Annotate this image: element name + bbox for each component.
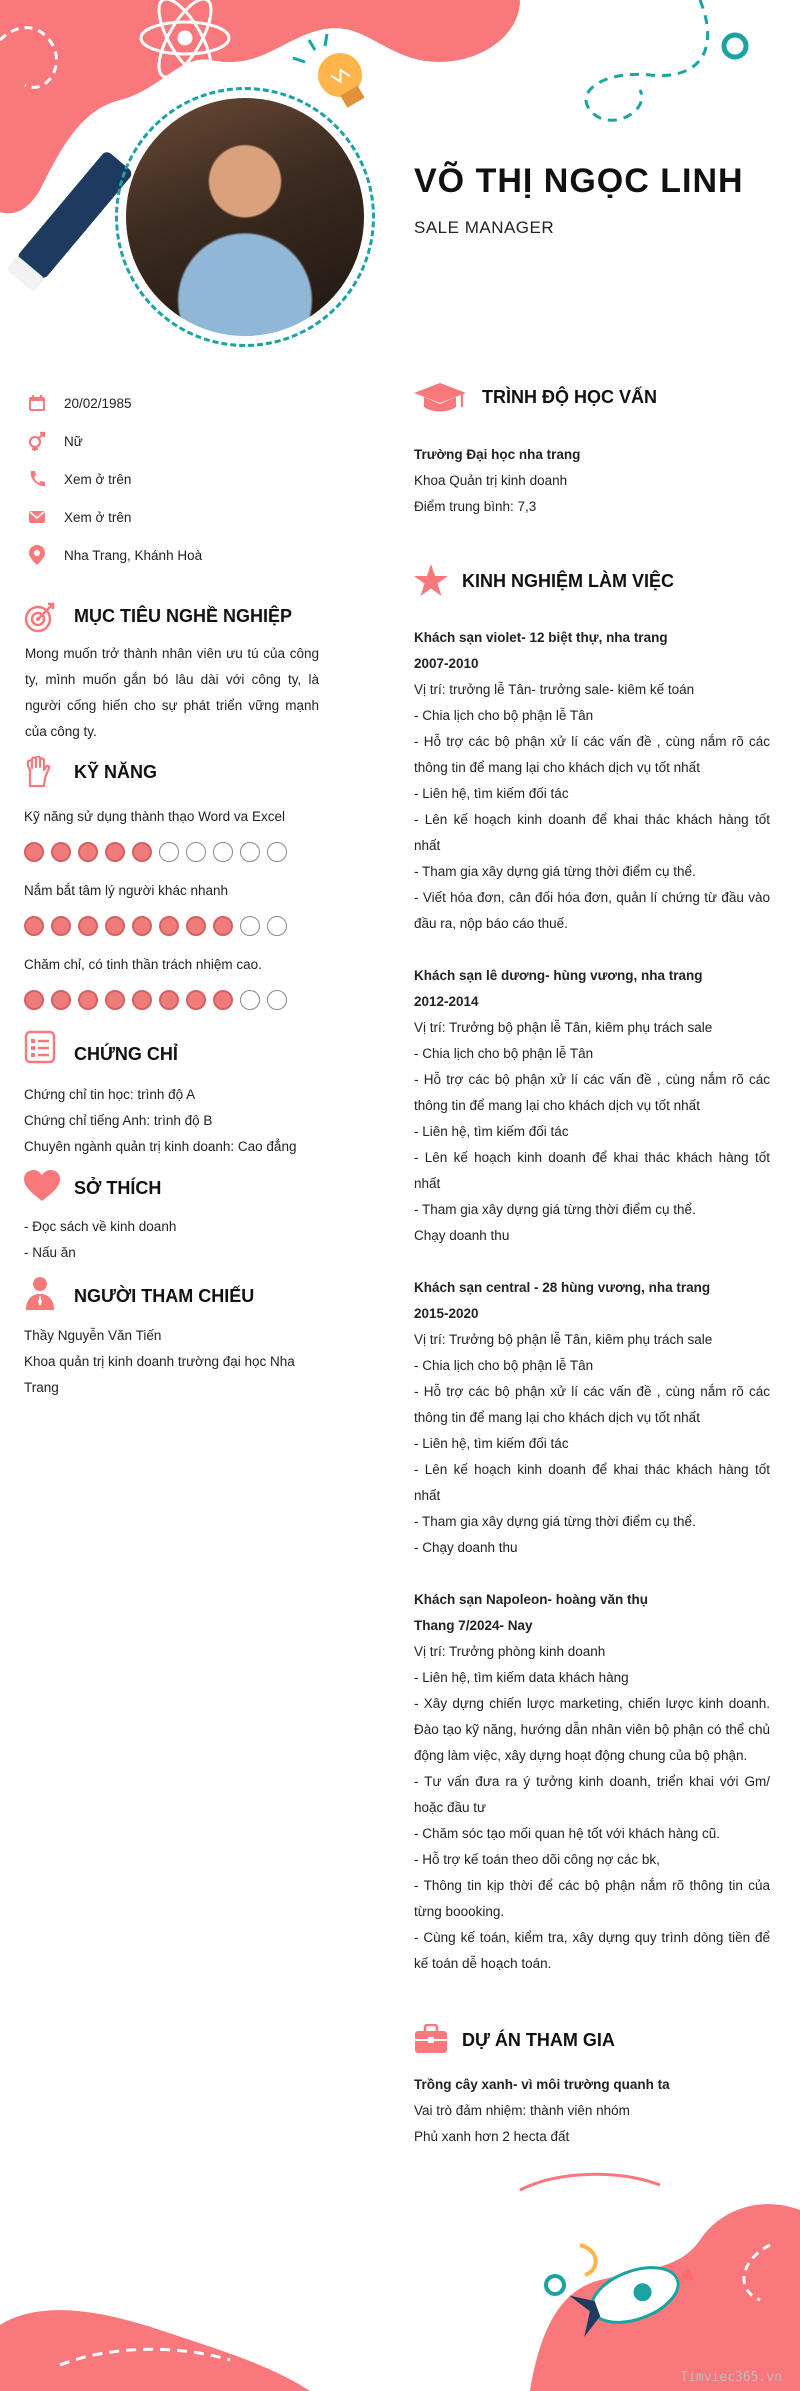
certificate-item: Chứng chỉ tin học: trình độ A xyxy=(24,1087,196,1102)
hobby-list xyxy=(24,1214,176,1266)
hobby-item: - Nấu ăn xyxy=(24,1245,76,1260)
hobbies-title: SỞ THÍCH xyxy=(74,1178,162,1198)
calendar-icon xyxy=(26,392,48,414)
rating-dot-filled xyxy=(24,916,44,936)
objective-title: MỤC TIÊU NGHỀ NGHIỆP xyxy=(74,606,293,626)
education-school: Trường Đại học nha trang xyxy=(414,447,581,462)
rating-dot-empty xyxy=(267,842,287,862)
job-line: Chạy doanh thu xyxy=(414,1228,510,1243)
job-period: 2012-2014 xyxy=(414,994,479,1009)
job-line: - Liên hệ, tìm kiếm data khách hàng xyxy=(414,1670,629,1685)
lightbulb-icon xyxy=(310,45,375,114)
footer-decoration xyxy=(0,2150,800,2391)
project-block xyxy=(414,2072,670,2150)
project-role: Vai trò đảm nhiệm: thành viên nhóm xyxy=(414,2103,630,2118)
profile-photo xyxy=(126,98,364,336)
job-line: - Chia lịch cho bộ phận lễ Tân xyxy=(414,1046,594,1061)
job-line: - Hỗ trợ các bộ phận xử lí các vấn đề , cùng nắm rõ các thông tin để mang lại cho khách dịch vụ tốt nhất xyxy=(414,734,770,775)
rating-dot-filled xyxy=(24,842,44,862)
rating-dot-empty xyxy=(240,842,260,862)
contact-item xyxy=(26,536,336,574)
rating-dot-filled xyxy=(159,990,179,1010)
gender: Nữ xyxy=(64,433,83,449)
briefcase-icon xyxy=(414,2024,448,2054)
heart-icon xyxy=(24,1170,60,1202)
rating-dot-filled xyxy=(24,990,44,1010)
job-line: - Lên kế hoạch kinh doanh để khai thác khách hàng tốt nhất xyxy=(414,1150,770,1191)
experience-title: KINH NGHIỆM LÀM VIỆC xyxy=(462,571,675,591)
rating-dot-filled xyxy=(105,916,125,936)
contact-item xyxy=(26,498,336,536)
skill-label: Kỹ năng sử dụng thành thạo Word va Excel xyxy=(24,809,285,824)
certificates-title: CHỨNG CHỈ xyxy=(74,1044,178,1064)
graduation-cap-icon xyxy=(414,383,466,413)
phone-icon xyxy=(26,468,48,490)
rating-dot-filled xyxy=(78,842,98,862)
job-line: - Liên hệ, tìm kiếm đối tác xyxy=(414,786,569,801)
job-period: 2007-2010 xyxy=(414,656,479,671)
rating-dot-filled xyxy=(51,916,71,936)
job-line: Vị trí: Trưởng bộ phận lễ Tân, kiêm phụ trách sale xyxy=(414,1020,713,1035)
job-company: Khách sạn central - 28 hùng vương, nha trang xyxy=(414,1280,711,1295)
watermark: Timviec365.vn xyxy=(680,2370,782,2385)
certificate-list xyxy=(24,1082,296,1160)
phone: Xem ở trên xyxy=(64,471,132,487)
rating-dot-filled xyxy=(132,990,152,1010)
job-line: Vị trí: Trưởng phòng kinh doanh xyxy=(414,1644,606,1659)
hobby-item: - Đọc sách về kinh doanh xyxy=(24,1219,177,1234)
objective-text: Mong muốn trở thành nhân viên ưu tú của công ty, mình muốn gắn bó lâu dài với công ty, là người cống hiến cho sự phát triển vững mạnh của công ty. xyxy=(25,646,319,739)
rating-dot-empty xyxy=(159,842,179,862)
job-line: - Liên hệ, tìm kiếm đối tác xyxy=(414,1124,569,1139)
gender-icon xyxy=(26,430,48,452)
rating-dot-filled xyxy=(186,916,206,936)
rating-dot-empty xyxy=(186,842,206,862)
candidate-name: VÕ THỊ NGỌC LINH xyxy=(414,162,744,200)
reference-title: NGƯỜI THAM CHIẾU xyxy=(74,1286,255,1306)
star-icon xyxy=(414,564,448,597)
birthdate: 20/02/1985 xyxy=(64,395,132,411)
job-entry xyxy=(414,625,770,937)
job-entry xyxy=(414,1587,770,1977)
rating-dot-filled xyxy=(78,916,98,936)
candidate-role: SALE MANAGER xyxy=(414,218,555,237)
hand-icon xyxy=(24,756,52,788)
rating-dot-filled xyxy=(78,990,98,1010)
rating-dot-filled xyxy=(186,990,206,1010)
education-faculty: Khoa Quản trị kinh doanh xyxy=(414,473,568,488)
job-entry xyxy=(414,1275,770,1561)
rating-dot-empty xyxy=(240,990,260,1010)
job-line: - Chăm sóc tạo mối quan hệ tốt với khách hàng cũ. xyxy=(414,1826,721,1841)
rating-dot-filled xyxy=(51,842,71,862)
job-line: - Liên hệ, tìm kiếm đối tác xyxy=(414,1436,569,1451)
rating-dot-filled xyxy=(105,990,125,1010)
email: Xem ở trên xyxy=(64,509,132,525)
rating-dot-empty xyxy=(267,916,287,936)
location-icon xyxy=(26,544,48,566)
skill-label: Nắm bắt tâm lý người khác nhanh xyxy=(24,883,228,898)
job-line: - Tư vấn đưa ra ý tưởng kinh doanh, triển khai với Gm/ hoặc đầu tư xyxy=(414,1774,770,1815)
job-line: Vị trí: trưởng lễ Tân- trưởng sale- kiêm kế toán xyxy=(414,682,695,697)
projects-title: DỰ ÁN THAM GIA xyxy=(462,2030,615,2050)
skills-title: KỸ NĂNG xyxy=(74,762,158,782)
job-line: - Hỗ trợ kế toán theo dõi công nợ các bk, xyxy=(414,1852,660,1867)
contact-item xyxy=(26,422,336,460)
job-line: - Hỗ trợ các bộ phận xử lí các vấn đề , cùng nắm rõ các thông tin để mang lại cho khách dịch vụ tốt nhất xyxy=(414,1384,770,1425)
job-line: - Tham gia xây dựng giá từng thời điểm cụ thể. xyxy=(414,1514,696,1529)
job-line: Vị trí: Trưởng bộ phận lễ Tân, kiêm phụ trách sale xyxy=(414,1332,713,1347)
rating-dot-empty xyxy=(213,842,233,862)
project-detail: Phủ xanh hơn 2 hecta đất xyxy=(414,2129,570,2144)
reference-detail: Khoa quản trị kinh doanh trường đại học Nha Trang xyxy=(24,1354,295,1395)
education-block xyxy=(414,442,580,520)
job-line: - Chạy doanh thu xyxy=(414,1540,518,1555)
contact-list xyxy=(26,384,336,574)
job-line: - Thông tin kịp thời để các bộ phận nắm rõ thông tin của từng boooking. xyxy=(414,1878,770,1919)
certificate-icon xyxy=(24,1030,56,1064)
job-line: - Chia lịch cho bộ phận lễ Tân xyxy=(414,708,594,723)
job-line: - Lên kế hoạch kinh doanh để khai thác khách hàng tốt nhất xyxy=(414,812,770,853)
job-company: Khách sạn violet- 12 biệt thự, nha trang xyxy=(414,630,668,645)
profile-photo-frame xyxy=(115,87,375,347)
rating-dot-empty xyxy=(240,916,260,936)
address: Nha Trang, Khánh Hoà xyxy=(64,547,203,563)
rating-dot-filled xyxy=(159,916,179,936)
job-line: - Viết hóa đơn, cân đối hóa đơn, quản lí chứng từ đầu vào đầu ra, nộp báo cáo thuế. xyxy=(414,890,770,931)
job-line: - Tham gia xây dựng giá từng thời điểm cụ thể. xyxy=(414,1202,696,1217)
job-period: Thang 7/2024- Nay xyxy=(414,1618,533,1633)
skill-rating xyxy=(24,990,287,1010)
job-line: - Lên kế hoạch kinh doanh để khai thác khách hàng tốt nhất xyxy=(414,1462,770,1503)
education-gpa: Điểm trung bình: 7,3 xyxy=(414,499,537,514)
rating-dot-filled xyxy=(51,990,71,1010)
reference-name: Thầy Nguyễn Văn Tiến xyxy=(24,1328,162,1343)
contact-item xyxy=(26,384,336,422)
rating-dot-filled xyxy=(132,842,152,862)
job-line: - Hỗ trợ các bộ phận xử lí các vấn đề , cùng nắm rõ các thông tin để mang lại cho khách dịch vụ tốt nhất xyxy=(414,1072,770,1113)
skill-label: Chăm chỉ, có tinh thần trách nhiệm cao. xyxy=(24,957,262,972)
education-title: TRÌNH ĐỘ HỌC VẤN xyxy=(482,387,657,407)
rating-dot-filled xyxy=(213,916,233,936)
job-line: - Xây dựng chiến lược marketing, chiến lược kinh doanh. Đào tạo kỹ năng, hướng dẫn nhân viên bộ phận có thể chủ động làm việc, xây dựng hoạt động chung của bộ phận. xyxy=(414,1696,770,1763)
certificate-item: Chuyên ngành quản trị kinh doanh: Cao đẳng xyxy=(24,1139,297,1154)
rating-dot-empty xyxy=(267,990,287,1010)
job-line: - Tham gia xây dựng giá từng thời điểm cụ thể. xyxy=(414,864,696,879)
skill-rating xyxy=(24,842,287,862)
email-icon xyxy=(26,506,48,528)
rating-dot-filled xyxy=(213,990,233,1010)
reference-block xyxy=(24,1323,322,1401)
job-company: Khách sạn lê dương- hùng vương, nha trang xyxy=(414,968,703,983)
person-icon xyxy=(24,1276,56,1310)
certificate-item: Chứng chỉ tiếng Anh: trình độ B xyxy=(24,1113,213,1128)
rating-dot-filled xyxy=(132,916,152,936)
contact-item xyxy=(26,460,336,498)
target-icon xyxy=(24,601,56,633)
job-company: Khách sạn Napoleon- hoàng văn thụ xyxy=(414,1592,649,1607)
job-line: - Chia lịch cho bộ phận lễ Tân xyxy=(414,1358,594,1373)
skill-rating xyxy=(24,916,287,936)
job-line: - Cùng kế toán, kiểm tra, xây dựng quy trình dòng tiền để kế toán dễ hoạch toán. xyxy=(414,1930,770,1971)
rating-dot-filled xyxy=(105,842,125,862)
project-name: Trồng cây xanh- vì môi trường quanh ta xyxy=(414,2077,670,2092)
job-entry xyxy=(414,963,770,1249)
job-period: 2015-2020 xyxy=(414,1306,479,1321)
